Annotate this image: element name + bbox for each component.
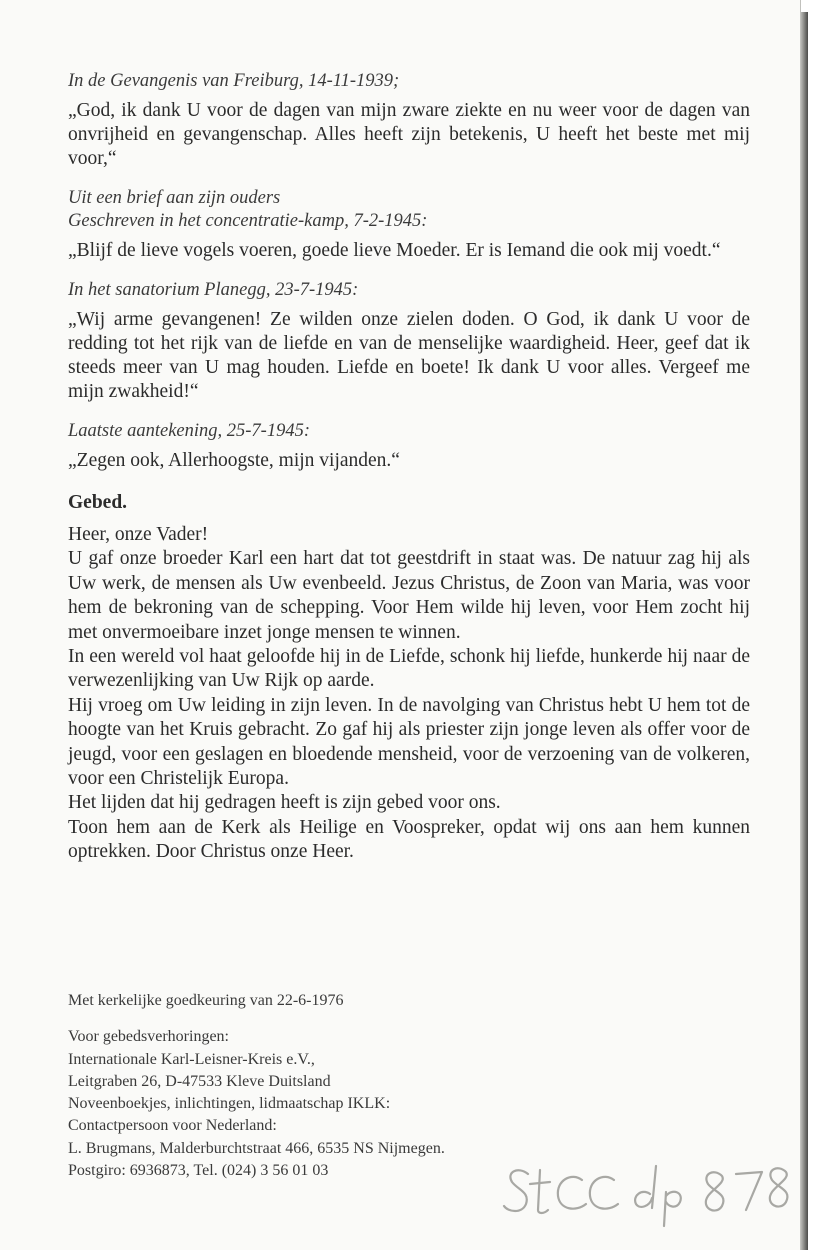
prayer-paragraph: U gaf onze broeder Karl een hart dat tot geestdrift in staat was. De natuur zag hij als Uw werk, de mensen als Uw evenbeeld. Jezus Christus, de Zoon van Maria, was voor hem de bekroning van de schepping. Voor Hem wilde hij leven, voor Hem zocht hij met onvermoeibare inzet jonge mensen te winnen. (68, 548, 750, 643)
contact-line: Contactpersoon voor Nederland: (68, 1117, 277, 1135)
quote-section-2 (68, 187, 750, 263)
contact-line: Internationale Karl-Leisner-Kreis e.V., (68, 1050, 315, 1068)
prayer-paragraph: Heer, onze Vader! (68, 524, 209, 545)
quote-text (68, 308, 750, 404)
quote-line: „God, ik dank U voor de dagen van mijn zware ziekte en nu weer voor de dagen van onvrijheid en gevangenschap. Alles heeft zijn betekenis, U heeft het beste met mij voor,“ (68, 100, 750, 169)
quote-source (68, 70, 750, 93)
card-edge-gap (801, 0, 820, 12)
contact-line: Noveenboekjes, inlichtingen, lidmaatschap IKLK: (68, 1095, 391, 1113)
handwritten-archive-mark (500, 1158, 800, 1228)
quote-text (68, 449, 750, 473)
contact-line: L. Brugmans, Malderburchtstraat 466, 6535 NS Nijmegen. (68, 1139, 445, 1157)
source-line: Laatste aantekening, 25-7-1945: (68, 421, 310, 441)
card-footer (68, 990, 688, 1182)
prayer-paragraph: Het lijden dat hij gedragen heeft is zijn gebed voor ons. (68, 792, 501, 814)
quote-line: „Zegen ook, Allerhoogste, mijn vijanden.“ (68, 450, 400, 471)
quote-source (68, 279, 750, 302)
contact-line: Postgiro: 6936873, Tel. (024) 3 56 01 03 (68, 1162, 329, 1180)
source-line: In het sanatorium Planegg, 23-7-1945: (68, 280, 359, 300)
prayer-paragraph: In een wereld vol haat geloofde hij in de Liefde, schonk hij liefde, hunkerde hij naar de verwezenlijking van Uw Rijk op aarde. (68, 646, 750, 692)
contact-line: Voor gebedsverhoringen: (68, 1028, 229, 1046)
source-line: Uit een brief aan zijn ouders (68, 188, 281, 208)
prayer-paragraph: Hij vroeg om Uw leiding in zijn leven. In de navolging van Christus hebt U hem tot de hoogte van het Kruis gebracht. Zo gaf hij als priester zijn jonge leven als offer voor de jeugd, voor een geslagen en bloedende mensheid, voor de verzoening van de volkeren, voor een Christelijk Europa. (68, 694, 750, 790)
prayer-text (68, 523, 750, 865)
quote-section-1 (68, 70, 750, 171)
contact-line: Leitgraben 26, D-47533 Kleve Duitsland (68, 1072, 331, 1090)
quote-line: „Blijf de lieve vogels voeren, goede lieve Moeder. Er is Iemand die ook mij voedt.“ (68, 240, 721, 261)
card-edge-shadow (800, 0, 808, 1250)
quote-section-4 (68, 420, 750, 473)
quote-text (68, 99, 750, 171)
source-line: In de Gevangenis van Freiburg, 14-11-1939; (68, 71, 400, 91)
quote-source (68, 187, 750, 233)
source-line: Geschreven in het concentratie-kamp, 7-2-1945: (68, 211, 428, 231)
quote-source (68, 420, 750, 443)
prayer-paragraph: Toon hem aan de Kerk als Heilige en Voospreker, opdat wij ons aan hem kunnen optrekken. Door Christus onze Heer. (68, 816, 750, 863)
quote-text (68, 239, 750, 263)
quote-section-3 (68, 279, 750, 404)
quote-line: „Wij arme gevangenen! Ze wilden onze zielen doden. O God, ik dank U voor de redding tot het rijk van de liefde en van de menselijke waardigheid. Heer, geef dat ik steeds meer van U mag houden. Liefde en boete! Ik dank U voor alles. Vergeef me mijn zwakheid!“ (68, 309, 750, 402)
ecclesiastical-approval: Met kerkelijke goedkeuring van 22-6-1976 (68, 992, 344, 1009)
card-content (68, 70, 750, 865)
prayer-heading: Gebed. (68, 492, 128, 513)
